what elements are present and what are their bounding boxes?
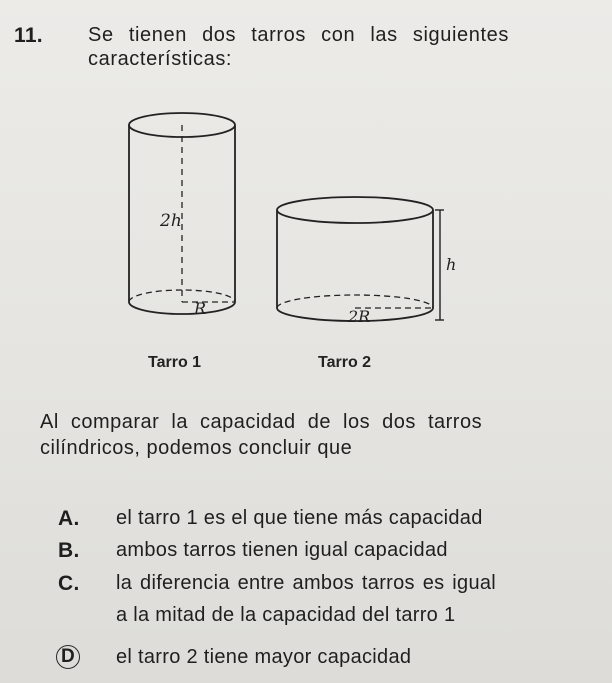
jar-1-caption: Tarro 1 [148,354,202,371]
jar-2-caption: Tarro 2 [318,354,372,371]
question-text-line-2: características: [88,48,233,70]
option-d-text[interactable]: el tarro 2 tiene mayor capacidad [116,646,412,668]
question-number: 11. [14,24,43,47]
jar-1-bottom-front [129,302,235,314]
question-text-line-1: Se tienen dos tarros con las siguientes [88,24,509,46]
jars-figure [120,100,480,390]
option-b-letter: B. [58,539,80,562]
jars-diagram [120,100,480,390]
jar-2-radius-label: 2R [348,307,371,326]
option-c-text[interactable]: la diferencia entre ambos tarros es igual [116,572,497,594]
option-d-letter: D [61,646,76,667]
option-b-text[interactable]: ambos tarros tienen igual capacidad [116,539,448,561]
option-c-letter: C. [58,572,80,595]
jar-2 [277,197,444,321]
option-a-text[interactable]: el tarro 1 es el que tiene más capacidad [116,507,483,529]
jar-2-top-ellipse [277,197,433,223]
option-c-text-line-2[interactable]: a la mitad de la capacidad del tarro 1 [116,604,456,626]
jar-2-height-label: h [446,255,457,274]
option-d-marker[interactable] [56,645,80,669]
prompt-line-1: Al comparar la capacidad de los dos tarros [40,411,483,433]
jar-1-radius-label: R [194,299,207,318]
option-a-letter: A. [58,507,80,530]
jar-1 [129,113,235,314]
prompt-line-2: cilíndricos, podemos concluir que [40,437,353,459]
jar-1-height-label: 2h [160,211,182,231]
